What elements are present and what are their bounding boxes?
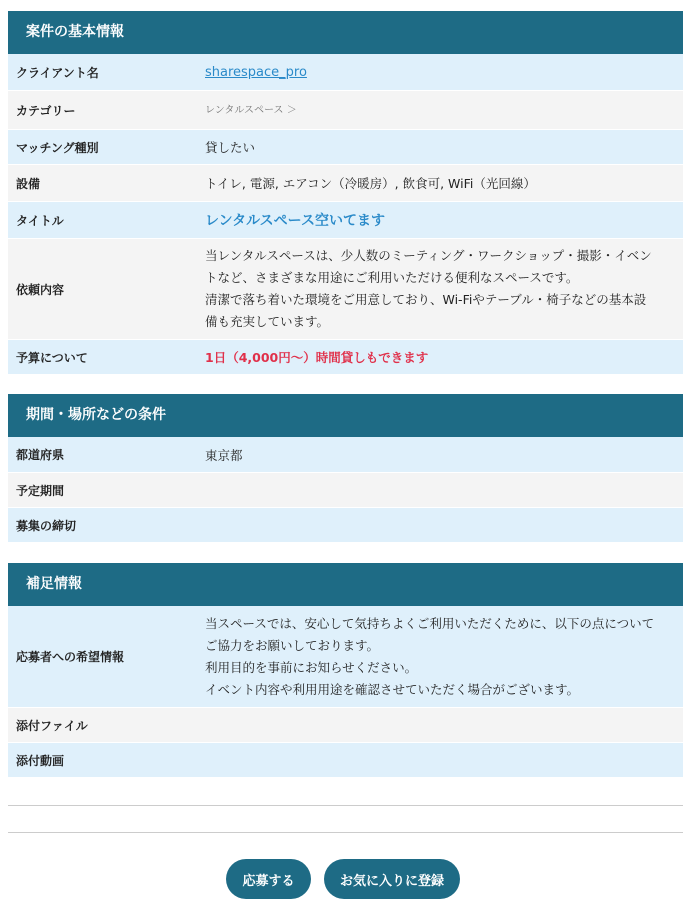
client-label: クライアント名: [16, 65, 99, 80]
attachment-value: [205, 708, 683, 742]
supplement-section: [8, 563, 683, 778]
title-label: タイトル: [16, 213, 64, 228]
applicant-text: [205, 606, 683, 707]
request-label: 依頼内容: [16, 282, 65, 297]
budget-value: 1日（4,000円〜）時間貸しもできます: [205, 350, 429, 365]
prefecture-row: [8, 437, 683, 473]
period-value: [205, 473, 683, 507]
deadline-value: [205, 508, 683, 542]
period-label: 予定期間: [16, 483, 65, 498]
request-line: 清潔で落ち着いた環境をご用意しており、Wi-Fiやテーブル・椅子などの基本設: [205, 292, 647, 307]
equipment-row: [8, 165, 683, 202]
budget-row: [8, 340, 683, 375]
attachment-label: 添付ファイル: [16, 718, 88, 733]
category-label: カテゴリー: [16, 103, 76, 118]
supplement-header: 補足情報: [8, 563, 683, 606]
favorite-button[interactable]: お気に入りに登録: [324, 859, 460, 899]
basic-info-section: [8, 11, 683, 375]
request-text: [205, 239, 683, 339]
divider-top: [8, 805, 683, 806]
applicant-line: イベント内容や利用用途を確認させていただく場合がございます。: [205, 681, 580, 697]
prefecture-label: 都道府県: [16, 448, 65, 462]
category-row: [8, 91, 683, 130]
request-line: 当レンタルスペースは、少人数のミーティング・ワークショップ・撮影・イベン: [205, 248, 652, 263]
video-label: 添付動画: [16, 753, 65, 768]
request-row: [8, 239, 683, 340]
apply-button[interactable]: 応募する: [226, 859, 311, 899]
attachment-row: [8, 708, 683, 743]
project-title: レンタルスペース空いてます: [205, 213, 385, 229]
category-breadcrumb[interactable]: レンタルスペース ＞: [205, 105, 297, 116]
period-row: [8, 473, 683, 508]
applicant-label: 応募者への希望情報: [16, 650, 125, 664]
conditions-header: 期間・場所などの条件: [8, 394, 683, 437]
matching-row: [8, 130, 683, 165]
deadline-row: [8, 508, 683, 543]
request-line: 備も充実しています。: [205, 314, 330, 329]
request-line: トなど、さまざまな用途にご利用いただける便利なスペースです。: [205, 270, 579, 285]
basic-info-header: 案件の基本情報: [8, 11, 683, 54]
applicant-line: ご協力をお願いしております。: [205, 637, 380, 653]
budget-label: 予算について: [16, 350, 88, 365]
conditions-section: [8, 394, 683, 543]
prefecture-value: 東京都: [205, 447, 243, 463]
deadline-label: 募集の締切: [16, 518, 77, 533]
video-row: [8, 743, 683, 778]
divider-bottom: [8, 832, 683, 833]
client-row: [8, 54, 683, 91]
title-row: [8, 202, 683, 239]
applicant-row: [8, 606, 683, 708]
client-link[interactable]: sharespace_pro: [205, 64, 307, 80]
video-value: [205, 743, 683, 777]
equipment-value: トイレ, 電源, エアコン（冷暖房）, 飲食可, WiFi（光回線）: [205, 176, 536, 191]
applicant-line: 利用目的を事前にお知らせください。: [205, 659, 418, 675]
equipment-label: 設備: [16, 176, 41, 191]
applicant-line: 当スペースでは、安心して気持ちよくご利用いただくために、以下の点について: [205, 615, 655, 631]
matching-label: マッチング種別: [16, 140, 99, 155]
action-bar: [0, 859, 694, 899]
matching-value: 貸したい: [205, 140, 256, 155]
